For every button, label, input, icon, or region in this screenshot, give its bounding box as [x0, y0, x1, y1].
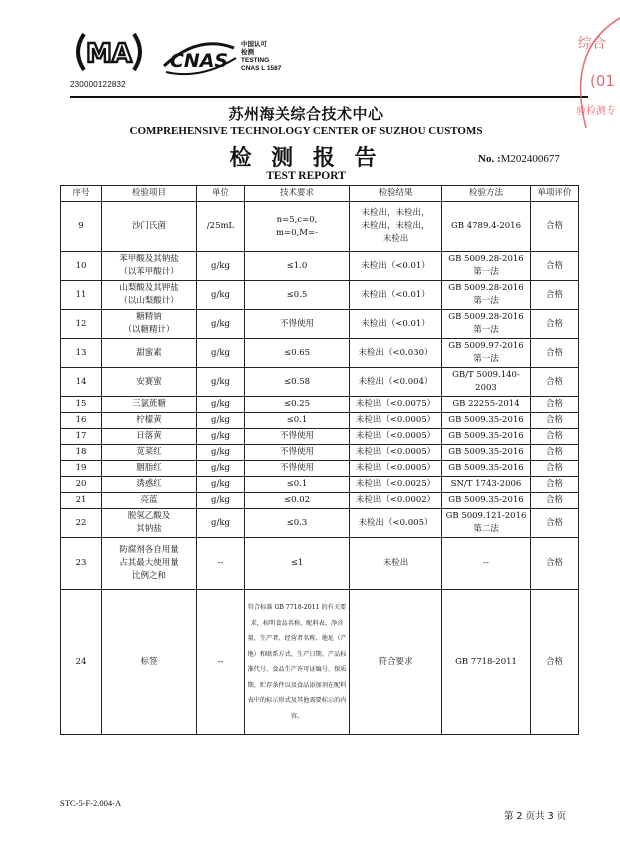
cell-technical-requirement: ≤0.1 — [245, 413, 350, 429]
cell-test-method: GB 5009.35-2016 — [442, 493, 531, 509]
cell-evaluation: 合格 — [531, 281, 579, 310]
cell-row-number: 13 — [61, 339, 102, 368]
cell-unit: g/kg — [197, 252, 245, 281]
cell-technical-requirement: ≤1.0 — [245, 252, 350, 281]
cell-test-method: GB 7718-2011 — [442, 590, 531, 735]
svg-text:验检测专: 验检测专 — [576, 106, 616, 117]
table-row — [61, 493, 579, 509]
cell-evaluation: 合格 — [531, 461, 579, 477]
cell-technical-requirement: n=5,c=0, m=0,M=- — [245, 202, 350, 252]
cell-test-result: 未检出，未检出， 未检出，未检出， 未检出 — [350, 202, 442, 252]
cell-evaluation: 合格 — [531, 429, 579, 445]
cell-unit: /25mL — [197, 202, 245, 252]
cell-test-method: GB 5009.35-2016 — [442, 461, 531, 477]
cell-test-item: 沙门氏菌 — [102, 202, 197, 252]
table-row — [61, 252, 579, 281]
cell-unit: g/kg — [197, 339, 245, 368]
col-header-evaluation: 单项评价 — [531, 186, 579, 202]
cell-evaluation: 合格 — [531, 397, 579, 413]
cell-test-method: -- — [442, 538, 531, 590]
cell-test-result: 未检出（<0.01） — [350, 281, 442, 310]
cell-test-result: 未检出（<0.01） — [350, 252, 442, 281]
cell-unit: g/kg — [197, 493, 245, 509]
cell-test-item: 山梨酸及其钾盐 （以山梨酸计） — [102, 281, 197, 310]
cell-technical-requirement: 不得使用 — [245, 461, 350, 477]
cell-unit: -- — [197, 538, 245, 590]
cell-technical-requirement: 不得使用 — [245, 310, 350, 339]
cell-test-method: SN/T 1743-2006 — [442, 477, 531, 493]
cell-unit: g/kg — [197, 413, 245, 429]
col-header-result: 检验结果 — [350, 186, 442, 202]
cell-test-result: 未检出（<0.0025） — [350, 477, 442, 493]
table-row — [61, 202, 579, 252]
cell-test-method: GB/T 5009.140-2003 — [442, 368, 531, 397]
cell-unit: g/kg — [197, 368, 245, 397]
cell-row-number: 22 — [61, 509, 102, 538]
cell-row-number: 16 — [61, 413, 102, 429]
cell-row-number: 9 — [61, 202, 102, 252]
cell-row-number: 11 — [61, 281, 102, 310]
cell-evaluation: 合格 — [531, 590, 579, 735]
col-header-requirement: 技术要求 — [245, 186, 350, 202]
cell-technical-requirement: ≤1 — [245, 538, 350, 590]
cell-unit: -- — [197, 590, 245, 735]
cell-test-item: 柠檬黄 — [102, 413, 197, 429]
cell-evaluation: 合格 — [531, 413, 579, 429]
cell-test-method: GB 5009.35-2016 — [442, 413, 531, 429]
cell-test-item: 苯甲酸及其钠盐 （以苯甲酸计） — [102, 252, 197, 281]
cell-evaluation: 合格 — [531, 509, 579, 538]
table-row — [61, 445, 579, 461]
cell-test-result: 未检出（<0.004） — [350, 368, 442, 397]
cell-evaluation: 合格 — [531, 202, 579, 252]
cell-row-number: 19 — [61, 461, 102, 477]
cell-test-method: GB 5009.121-2016 第二法 — [442, 509, 531, 538]
cell-test-method: GB 5009.28-2016 第一法 — [442, 281, 531, 310]
cell-evaluation: 合格 — [531, 339, 579, 368]
cell-unit: g/kg — [197, 397, 245, 413]
cell-test-result: 符合要求 — [350, 590, 442, 735]
cell-technical-requirement: ≤0.3 — [245, 509, 350, 538]
table-row — [61, 590, 579, 735]
report-number-value: M202400677 — [500, 153, 560, 165]
cell-evaluation: 合格 — [531, 538, 579, 590]
cell-technical-requirement: ≤0.1 — [245, 477, 350, 493]
cma-certificate-number: 230000122832 — [70, 80, 126, 89]
cell-test-item: 胭脂红 — [102, 461, 197, 477]
cell-test-item: 三氯蔗糖 — [102, 397, 197, 413]
cell-test-item: 防腐剂各自用量 占其最大使用量 比例之和 — [102, 538, 197, 590]
cnas-line: TESTING — [241, 57, 270, 64]
table-row — [61, 310, 579, 339]
cell-unit: g/kg — [197, 461, 245, 477]
cell-row-number: 14 — [61, 368, 102, 397]
cnas-line: 检测 — [241, 49, 254, 56]
cell-test-result: 未检出（<0.0005） — [350, 429, 442, 445]
cell-evaluation: 合格 — [531, 252, 579, 281]
cell-technical-requirement: ≤0.58 — [245, 368, 350, 397]
cell-technical-requirement: ≤0.5 — [245, 281, 350, 310]
cell-test-result: 未检出（<0.01） — [350, 310, 442, 339]
cell-test-method: GB 5009.28-2016 第一法 — [442, 310, 531, 339]
cell-row-number: 17 — [61, 429, 102, 445]
cell-test-result: 未检出（<0.030） — [350, 339, 442, 368]
organization-name-en: COMPREHENSIVE TECHNOLOGY CENTER OF SUZHOU CUSTOMS — [129, 125, 483, 137]
cell-row-number: 21 — [61, 493, 102, 509]
cell-test-method: GB 22255-2014 — [442, 397, 531, 413]
cell-technical-requirement: ≤0.02 — [245, 493, 350, 509]
cell-technical-requirement: 符合标准 GB 7718-2011 的有关要求，标明食品名称、配料表、净含量、生产者、经营者名称、地址（产地）和联系方式、生产日期、产品标准代号、食品生产许可证编号、保质期、贮存条件以及食品添加剂在配料表中的标示形式及其他需要标示的内容。 — [245, 590, 350, 735]
cell-evaluation: 合格 — [531, 493, 579, 509]
cell-test-item: 诱惑红 — [102, 477, 197, 493]
report-title-cn: 检 测 报 告 — [229, 146, 383, 171]
report-number — [478, 153, 560, 165]
col-header-unit: 单位 — [197, 186, 245, 202]
cell-test-result: 未检出（<0.0075） — [350, 397, 442, 413]
cell-test-result: 未检出（<0.0002） — [350, 493, 442, 509]
table-row — [61, 413, 579, 429]
cell-unit: g/kg — [197, 281, 245, 310]
cell-row-number: 10 — [61, 252, 102, 281]
report-number-label: No. : — [478, 153, 501, 165]
cell-test-item: 标签 — [102, 590, 197, 735]
table-row — [61, 397, 579, 413]
cell-test-method: GB 4789.4-2016 — [442, 202, 531, 252]
cell-test-result: 未检出（<0.005） — [350, 509, 442, 538]
test-results-table — [60, 185, 579, 735]
col-header-no: 序号 — [61, 186, 102, 202]
cell-unit: g/kg — [197, 445, 245, 461]
cma-logo — [70, 30, 148, 74]
cell-technical-requirement: ≤0.25 — [245, 397, 350, 413]
svg-text:CNAS: CNAS — [169, 50, 229, 72]
svg-text:(01: (01 — [590, 72, 615, 90]
svg-text:MA: MA — [86, 39, 132, 69]
cell-test-item: 糖精钠 （以糖精计） — [102, 310, 197, 339]
cell-unit: g/kg — [197, 429, 245, 445]
cell-test-item: 脱氢乙酸及 其钠盐 — [102, 509, 197, 538]
table-row — [61, 429, 579, 445]
col-header-method: 检验方法 — [442, 186, 531, 202]
report-title-en: TEST REPORT — [266, 170, 346, 182]
table-row — [61, 509, 579, 538]
cell-test-item: 日落黄 — [102, 429, 197, 445]
cell-technical-requirement: ≤0.65 — [245, 339, 350, 368]
table-row — [61, 538, 579, 590]
cell-row-number: 20 — [61, 477, 102, 493]
cell-row-number: 23 — [61, 538, 102, 590]
cnas-line: 中国认可 — [241, 41, 267, 48]
table-row — [61, 461, 579, 477]
cell-test-method: GB 5009.28-2016 第一法 — [442, 252, 531, 281]
cell-evaluation: 合格 — [531, 445, 579, 461]
organization-name-cn: 苏州海关综合技术中心 — [228, 105, 384, 123]
cell-test-item: 苋菜红 — [102, 445, 197, 461]
cell-test-result: 未检出（<0.0005） — [350, 461, 442, 477]
cell-unit: g/kg — [197, 509, 245, 538]
cell-test-method: GB 5009.97-2016 第一法 — [442, 339, 531, 368]
cell-test-result: 未检出 — [350, 538, 442, 590]
cell-test-item: 亮蓝 — [102, 493, 197, 509]
cell-row-number: 18 — [61, 445, 102, 461]
header-divider — [70, 96, 588, 98]
cell-technical-requirement: 不得使用 — [245, 429, 350, 445]
cnas-logo — [158, 36, 240, 78]
table-row — [61, 368, 579, 397]
table-header-row — [61, 186, 579, 202]
col-header-item: 检验项目 — [102, 186, 197, 202]
cell-evaluation: 合格 — [531, 310, 579, 339]
page-number: 第 2 页共 3 页 — [504, 811, 567, 822]
cell-evaluation: 合格 — [531, 477, 579, 493]
cell-test-result: 未检出（<0.0005） — [350, 445, 442, 461]
table-row — [61, 281, 579, 310]
cell-technical-requirement: 不得使用 — [245, 445, 350, 461]
cell-row-number: 12 — [61, 310, 102, 339]
table-row — [61, 339, 579, 368]
cnas-line: CNAS L 1587 — [241, 65, 282, 72]
cell-test-method: GB 5009.35-2016 — [442, 429, 531, 445]
cell-test-item: 甜蜜素 — [102, 339, 197, 368]
cell-unit: g/kg — [197, 310, 245, 339]
table-row — [61, 477, 579, 493]
cell-row-number: 24 — [61, 590, 102, 735]
svg-text:综合: 综合 — [578, 36, 606, 52]
cnas-accreditation-text — [241, 41, 281, 73]
cell-test-item: 安赛蜜 — [102, 368, 197, 397]
cell-row-number: 15 — [61, 397, 102, 413]
cell-unit: g/kg — [197, 477, 245, 493]
cell-test-result: 未检出（<0.0005） — [350, 413, 442, 429]
cell-evaluation: 合格 — [531, 368, 579, 397]
form-code: STC-5-F-2.004-A — [60, 798, 122, 808]
cell-test-method: GB 5009.35-2016 — [442, 445, 531, 461]
